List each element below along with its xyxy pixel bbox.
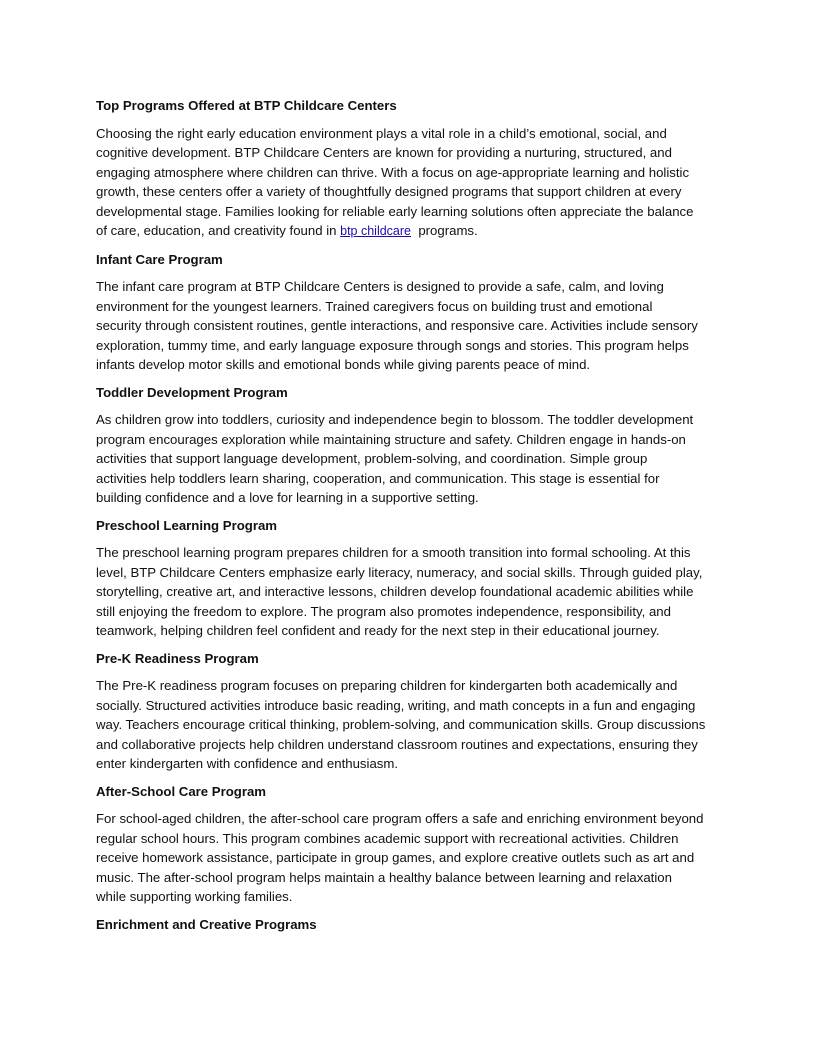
section-paragraph xyxy=(96,809,720,907)
paragraph-line: receive homework assistance, participate in group games, and explore creative outlets such as art and xyxy=(96,850,695,865)
section-paragraph xyxy=(96,410,720,508)
paragraph-line: security through consistent routines, gentle interactions, and responsive care. Activities include sensory xyxy=(96,318,698,333)
paragraph-line: The infant care program at BTP Childcare Centers is designed to provide a safe, calm, and loving xyxy=(96,279,664,294)
section-heading: Enrichment and Creative Programs xyxy=(96,916,317,932)
paragraph-line: The Pre-K readiness program focuses on preparing children for kindergarten both academically and xyxy=(96,678,678,693)
paragraph-line: environment for the youngest learners. Trained caregivers focus on building trust and emotional xyxy=(96,298,653,314)
paragraph-line: activities help toddlers learn sharing, cooperation, and communication. This stage is essential for xyxy=(96,470,660,486)
paragraph-line: socially. Structured activities introduce basic reading, writing, and math concepts in a fun and engaging xyxy=(96,697,696,713)
document-page xyxy=(96,96,720,942)
paragraph-line: activities that support language development, problem-solving, and coordination. Simple group xyxy=(96,451,648,466)
intro-text-before-link: of care, education, and creativity found in xyxy=(96,223,341,238)
sections-container xyxy=(96,250,720,935)
section-heading: Preschool Learning Program xyxy=(96,517,278,533)
btp-childcare-link[interactable]: btp childcare xyxy=(340,224,411,238)
paragraph-line: still enjoying the freedom to explore. The program also promotes independence, responsibility, and xyxy=(96,603,671,619)
page-title: Top Programs Offered at BTP Childcare Centers xyxy=(96,98,397,113)
paragraph-line: building confidence and a love for learning in a supportive setting. xyxy=(96,490,479,505)
intro-line: growth, these centers offer a variety of thoughtfully designed programs that support children at every xyxy=(96,184,682,199)
section-heading: Toddler Development Program xyxy=(96,384,288,400)
paragraph-line: music. The after-school program helps maintain a healthy balance between learning and relaxation xyxy=(96,869,672,885)
paragraph-line: while supporting working families. xyxy=(96,889,293,904)
intro-line: engaging atmosphere where children can thrive. With a focus on age-appropriate learning and holistic xyxy=(96,164,690,180)
paragraph-line: way. Teachers encourage critical thinking, problem-solving, and communication skills. Group discussions xyxy=(96,717,706,732)
section-paragraph xyxy=(96,543,720,641)
paragraph-line: For school-aged children, the after-school care program offers a safe and enriching environment beyond xyxy=(96,811,704,826)
section-heading: Infant Care Program xyxy=(96,251,223,267)
paragraph-line: regular school hours. This program combines academic support with recreational activities. Children xyxy=(96,830,679,846)
paragraph-line: level, BTP Childcare Centers emphasize early literacy, numeracy, and social skills. Through guided play, xyxy=(96,564,703,580)
section-paragraph xyxy=(96,277,720,375)
paragraph-line: and collaborative projects help children understand classroom routines and expectations, ensuring they xyxy=(96,736,698,752)
paragraph-line: storytelling, creative art, and interactive lessons, children develop foundational academic abilities while xyxy=(96,584,694,599)
section-heading: Pre-K Readiness Program xyxy=(96,650,259,666)
intro-line: Choosing the right early education environment plays a vital role in a child’s emotional, social, and xyxy=(96,125,667,141)
paragraph-line: As children grow into toddlers, curiosity and independence begin to blossom. The toddler development xyxy=(96,412,694,427)
section-paragraph xyxy=(96,676,720,774)
intro-paragraph xyxy=(96,124,720,242)
paragraph-line: enter kindergarten with confidence and enthusiasm. xyxy=(96,756,399,771)
intro-line: developmental stage. Families looking for reliable early learning solutions often appreciate the balance xyxy=(96,203,694,219)
paragraph-line: exploration, tummy time, and early language exposure through songs and stories. This program helps xyxy=(96,337,689,353)
paragraph-line: teamwork, helping children feel confident and ready for the next step in their educational journey. xyxy=(96,623,660,638)
section-heading: After-School Care Program xyxy=(96,783,267,799)
paragraph-line: program encourages exploration while maintaining structure and safety. Children engage in hands-on xyxy=(96,431,686,447)
intro-last-line xyxy=(96,221,720,242)
paragraph-line: infants develop motor skills and emotional bonds while giving parents peace of mind. xyxy=(96,357,591,372)
intro-line: cognitive development. BTP Childcare Centers are known for providing a nurturing, structured, and xyxy=(96,145,672,160)
paragraph-line: The preschool learning program prepares children for a smooth transition into formal schooling. At this xyxy=(96,545,691,560)
intro-text-after-link: programs. xyxy=(411,223,478,238)
